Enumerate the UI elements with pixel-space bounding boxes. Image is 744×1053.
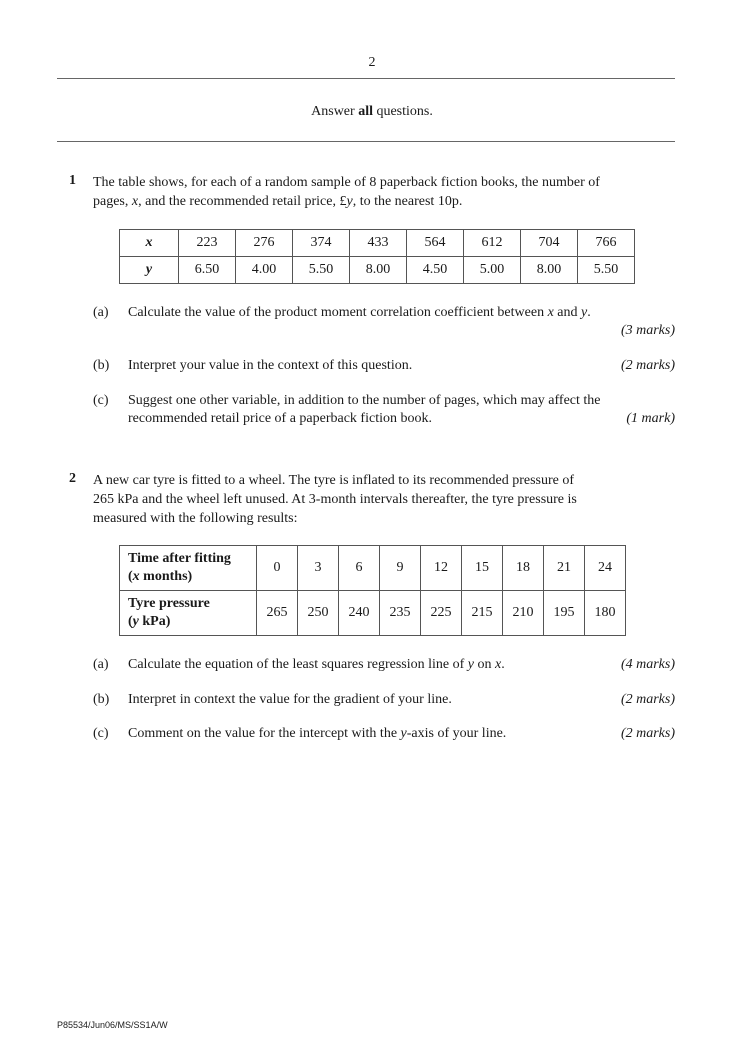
pressure-value: 235 [380,591,421,636]
time-value: 18 [503,546,544,591]
pressure-value: 250 [298,591,339,636]
table-row-x [120,230,635,257]
pressure-value: 240 [339,591,380,636]
page-number: 2 [368,55,376,70]
pressure-value: 180 [585,591,626,636]
q2-part-c [93,725,675,743]
table-row-y [120,257,635,284]
x-value: 433 [350,230,407,257]
part-text: Calculate the equation of the least squares regression line of y on x. [128,657,505,672]
y-value: 4.50 [407,257,464,284]
y-value: 8.00 [521,257,578,284]
time-value: 6 [339,546,380,591]
part-label: (c) [93,726,109,741]
part-marks: (4 marks) [620,657,675,672]
question-2-stem [93,471,673,528]
time-value: 3 [298,546,339,591]
y-value: 4.00 [236,257,293,284]
question-2-number: 2 [69,471,76,486]
y-value: 6.50 [179,257,236,284]
time-value: 21 [544,546,585,591]
time-value: 12 [421,546,462,591]
part-marks: (2 marks) [620,726,675,741]
part-text: Interpret in context the value for the gradient of your line. [128,692,452,707]
q1-part-b [93,357,675,375]
table-row-pressure [120,591,626,636]
y-value: 5.00 [464,257,521,284]
q2-stem-line-3: measured with the following results: [93,511,298,526]
instruction [0,104,744,120]
part-text: Interpret your value in the context of this question. [128,358,413,373]
y-value: 5.50 [578,257,635,284]
footer-code: P85534/Jun06/MS/SS1A/W [57,1020,168,1030]
time-header: Time after fitting (x months) [120,546,257,591]
x-header: x [120,230,179,257]
pressure-value: 215 [462,591,503,636]
question-1-table [119,229,635,284]
pressure-header: Tyre pressure (y kPa) [120,591,257,636]
part-text: Comment on the value for the intercept with the y-axis of your line. [128,726,507,741]
x-value: 276 [236,230,293,257]
pressure-value: 210 [503,591,544,636]
x-value: 704 [521,230,578,257]
instruction-bold: all [358,104,373,119]
y-value: 5.50 [293,257,350,284]
q1-stem-line-1: The table shows, for each of a random sample of 8 paperback fiction books, the number of [93,175,600,190]
q2-part-a [93,656,675,674]
time-value: 15 [462,546,503,591]
pressure-value: 195 [544,591,585,636]
q2-stem-line-2: 265 kPa and the wheel left unused. At 3-month intervals thereafter, the tyre pressure is [93,492,577,507]
time-value: 0 [257,546,298,591]
part-marks: (3 marks) [620,323,675,338]
part-label: (a) [93,305,109,320]
time-value: 24 [585,546,626,591]
q1-part-a [93,304,675,340]
part-text: Suggest one other variable, in addition to the number of pages, which may affect the recommended retail price of a paperback fiction book. [128,393,601,426]
y-value: 8.00 [350,257,407,284]
instruction-divider [57,141,675,142]
instruction-text-after: questions. [372,104,433,119]
x-value: 223 [179,230,236,257]
q1-stem-line-2: pages, x, and the recommended retail price, £y, to the nearest 10p. [93,194,463,209]
part-label: (b) [93,692,110,707]
question-1-number: 1 [69,173,76,188]
q2-part-b [93,691,675,709]
table-row-time [120,546,626,591]
part-marks: (2 marks) [620,358,675,373]
part-label: (c) [93,393,109,408]
pressure-value: 265 [257,591,298,636]
part-label: (b) [93,358,110,373]
x-value: 766 [578,230,635,257]
q1-part-c [93,392,675,428]
x-value: 612 [464,230,521,257]
instruction-text-before: Answer [311,104,359,119]
question-1-stem [93,173,673,211]
pressure-value: 225 [421,591,462,636]
q2-stem-line-1: A new car tyre is fitted to a wheel. The tyre is inflated to its recommended pressure of [93,473,575,488]
part-label: (a) [93,657,109,672]
part-text: Calculate the value of the product moment correlation coefficient between x and y. [128,305,591,320]
x-value: 564 [407,230,464,257]
question-2-table [119,545,626,636]
y-header: y [120,257,179,284]
part-marks: (2 marks) [620,692,675,707]
x-value: 374 [293,230,350,257]
top-divider [57,78,675,79]
time-value: 9 [380,546,421,591]
part-marks: (1 mark) [626,411,675,426]
